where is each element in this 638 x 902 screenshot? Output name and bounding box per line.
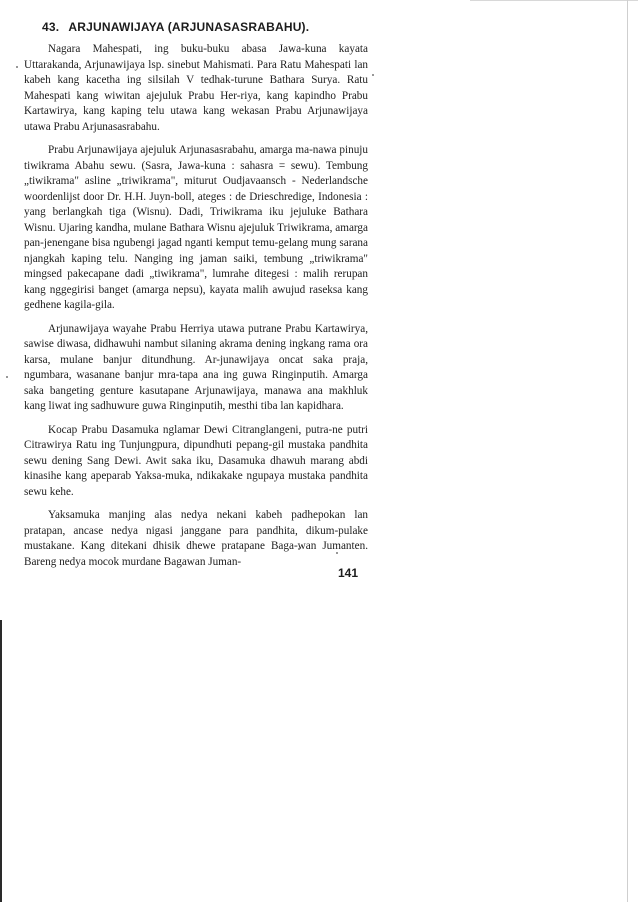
scan-speck <box>16 66 18 68</box>
paragraph-5: Yaksamuka manjing alas nedya nekani kabeh padhepokan lan pratapan, ancase nedya nigasi janggane para pandhita, dikum-pulake mustakane. Kang ditekani dhisik dhewe pratapane Baga-wan Jumanten. Bareng nedya mocok murdane Bagawan Juman- <box>24 509 368 568</box>
paragraph-2: Prabu Arjunawijaya ajejuluk Arjunasasrabahu, amarga ma-nawa pinuju tiwikrama Abahu sewu. (Sasra, Jawa-kuna : sahasra = sewu). Tembung „tiwikrama" asline „triwikrama", miturut Oudjavaansch - Nederlandsche woordenlijst door Dr. H.H. Juyn-boll, ateges : de Drieschredige, Indonesia : yang berlangkah tiga (Wisnu). Dadi, Triwikrama iku jejuluke Bathara Wisnu. Ujaring kandha, mulane Bathara Wisnu ajejuluk Triwikrama, amarga pan-jenengane bisa ngubengi jagad nganti kemput temu-gelang mung sarana njangkah kaping telu. Nanging ing jaman saiki, tembung „triwikrama" mingsed pakecapane dadi „tiwikrama", lumrahe ditegesi : malih rerupan kang nggegirisi banget (amarga nepsu), kayata malih awujud raseksa kang gedhene kagila-gila. <box>24 144 368 311</box>
scan-edge-left <box>0 620 2 902</box>
scan-edge-right <box>627 0 628 902</box>
scan-speck <box>6 376 8 378</box>
section-heading <box>24 20 368 34</box>
paragraph-4: Kocap Prabu Dasamuka nglamar Dewi Citranglangeni, putra-ne putri Citrawirya Ratu ing Tunjungpura, dipundhuti pepang-gil mustaka pandhita sewu dening Sang Dewi. Awit saka iku, Dasamuka dhawuh marang abdi kinasihe kang apeparab Yaksa-muka, ndikakake ngupaya mustaka pandhita sewu kehe. <box>24 423 368 498</box>
paragraph-1: Nagara Mahespati, ing buku-buku abasa Jawa-kuna kayata Uttarakanda, Arjunawijaya lsp. sinebut Mahismati. Para Ratu Mahespati lan kabeh kang kacetha ing silsilah V tedhak-turune Bathara Surya. Ratu Mahespati kang wiwitan ajejuluk Prabu Her-riya, kang kapindho Prabu Kartawirya, kang kaping telu utawa kang wekasan Prabu Arjunawijaya utawa Prabu Arjunasasrabahu. <box>24 43 368 133</box>
section-title: ARJUNAWIJAYA (ARJUNASASRABAHU). <box>68 20 310 34</box>
scan-edge-top <box>470 0 638 1</box>
scan-speck <box>372 74 374 76</box>
article-body <box>24 20 368 578</box>
page-number: 141 <box>338 566 359 580</box>
paragraph-3: Arjunawijaya wayahe Prabu Herriya utawa putrane Prabu Kartawirya, sawise diwasa, didhawuhi nambut silaning akrama dening ingkang rama ora karsa, mulane banjur ditundhung. Ar-junawijaya oncat saka praja, ngumbara, wasanane banjur mra-tapa ana ing guwa Ringinputih. Amarga saka bangeting genture kasutapane Arjunawijaya, manawa ana makhluk kang liwat ing sadhuwure guwa Ringinputih, mesthi tiba lan kapidhara. <box>24 322 368 412</box>
section-number: 43. <box>42 20 60 34</box>
